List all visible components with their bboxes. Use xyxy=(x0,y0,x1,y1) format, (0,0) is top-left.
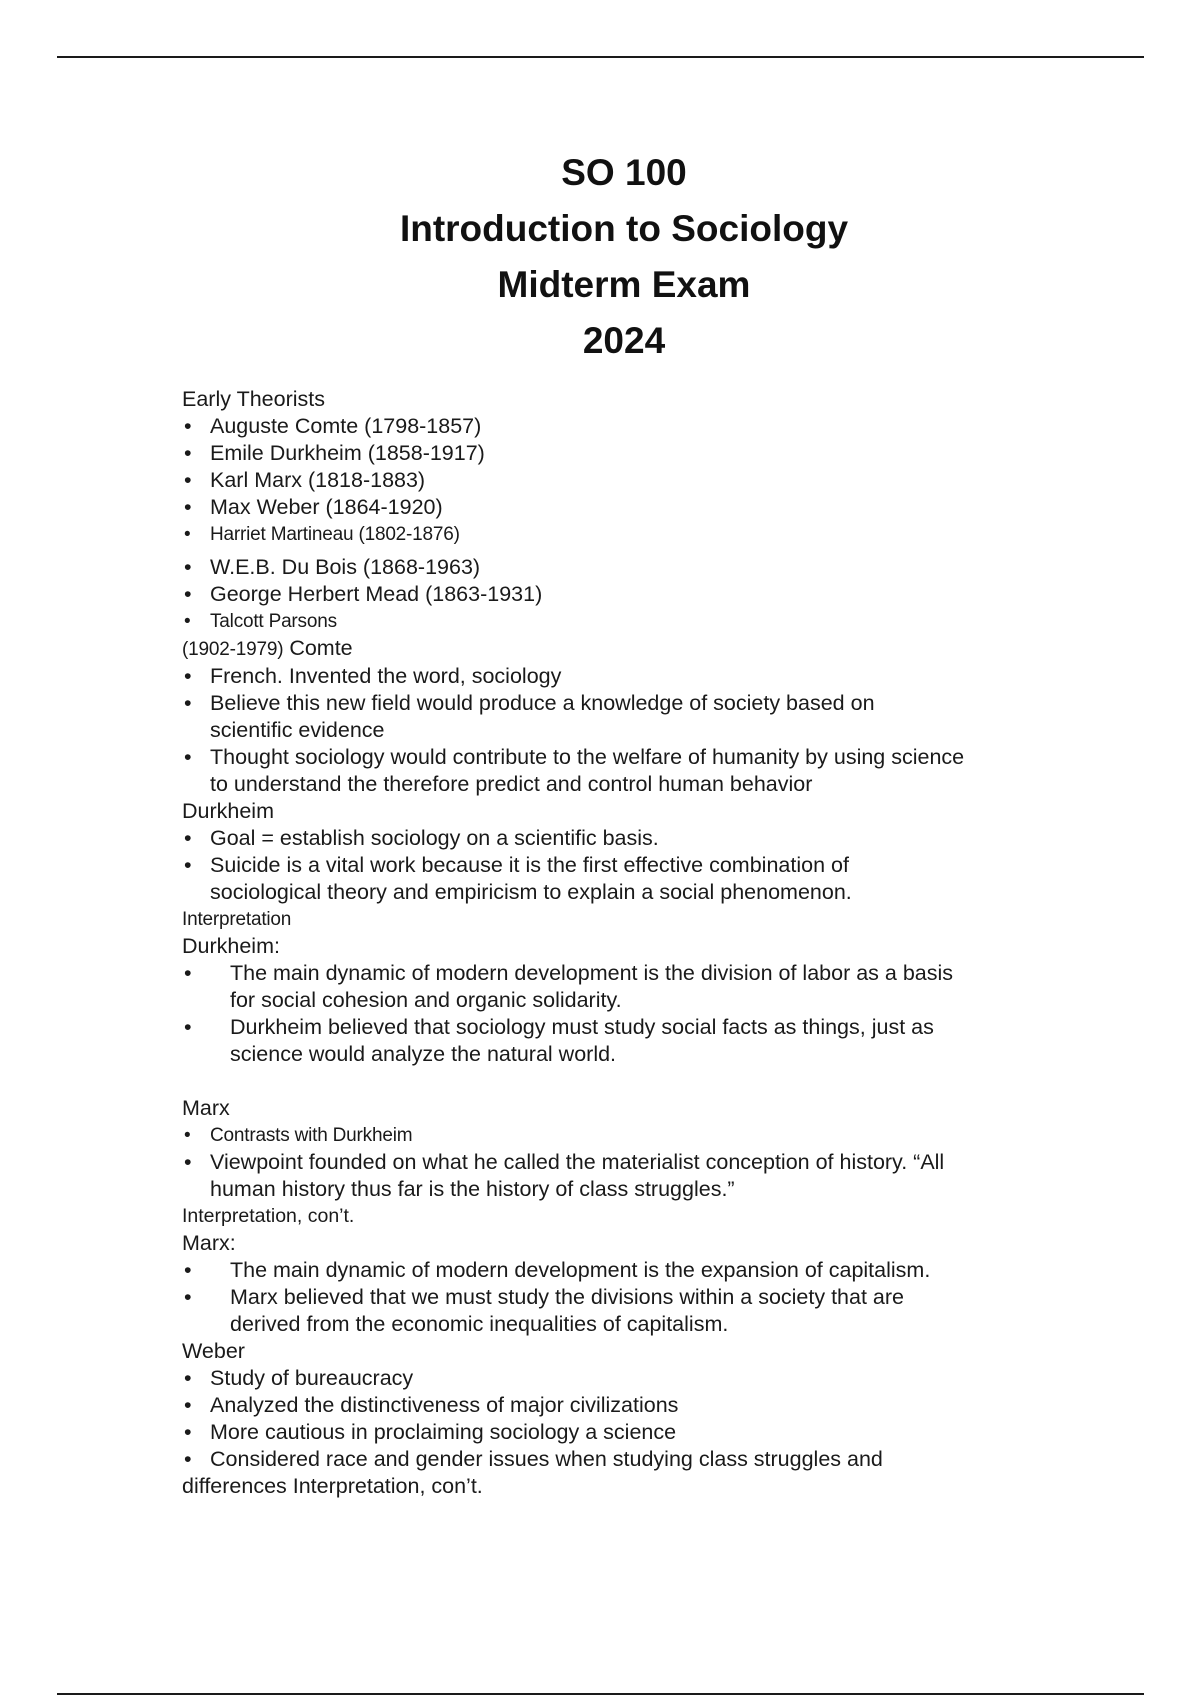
section-heading-comte: Comte xyxy=(289,636,353,660)
parsons-years: (1902-1979) xyxy=(182,639,284,660)
list-item: • The main dynamic of modern development is the expansion of capitalism. xyxy=(182,1257,1062,1284)
list-item: • Harriet Martineau (1802-1876) xyxy=(182,521,1062,548)
top-rule xyxy=(57,56,1144,58)
list-item: • Believe this new field would produce a knowledge of society based on xyxy=(182,690,1062,717)
list-item: • Karl Marx (1818-1883) xyxy=(182,467,1062,494)
subheading-durkheim: Durkheim: xyxy=(182,934,280,958)
list-item: • Durkheim believed that sociology must study social facts as things, just as xyxy=(182,1014,1062,1041)
subheading-marx: Marx: xyxy=(182,1231,236,1255)
section-heading-marx: Marx xyxy=(182,1096,230,1120)
list-item: • Study of bureaucracy xyxy=(182,1365,1062,1392)
course-code: SO 100 xyxy=(561,152,687,193)
list-item: • Viewpoint founded on what he called the materialist conception of history. “All xyxy=(182,1149,1062,1176)
list-item-continuation: science would analyze the natural world. xyxy=(230,1042,617,1066)
list-item: • Contrasts with Durkheim xyxy=(182,1122,1062,1149)
exam-title: Midterm Exam xyxy=(497,264,751,305)
section-heading-durkheim: Durkheim xyxy=(182,799,274,823)
list-item-continuation: for social cohesion and organic solidarity. xyxy=(230,988,622,1012)
list-item: • Emile Durkheim (1858-1917) xyxy=(182,440,1062,467)
section-heading-weber: Weber xyxy=(182,1339,245,1363)
bottom-rule xyxy=(57,1693,1144,1695)
list-item: • Suicide is a vital work because it is the first effective combination of xyxy=(182,852,1062,879)
list-item-continuation: differences Interpretation, con’t. xyxy=(182,1474,483,1498)
list-item: • Auguste Comte (1798-1857) xyxy=(182,413,1062,440)
list-item-continuation: derived from the economic inequalities of capitalism. xyxy=(230,1312,729,1336)
section-heading-interpretation: Interpretation xyxy=(182,909,292,930)
list-item-continuation: human history thus far is the history of class struggles.” xyxy=(210,1177,735,1201)
exam-year: 2024 xyxy=(582,320,666,361)
list-item: • Max Weber (1864-1920) xyxy=(182,494,1062,521)
list-item: • Goal = establish sociology on a scientific basis. xyxy=(182,825,1062,852)
list-item: • Marx believed that we must study the divisions within a society that are xyxy=(182,1284,1062,1311)
list-item: • Talcott Parsons xyxy=(182,608,1062,635)
section-heading-early-theorists: Early Theorists xyxy=(182,387,325,411)
list-item-continuation: scientific evidence xyxy=(210,718,385,742)
list-item: • George Herbert Mead (1863-1931) xyxy=(182,581,1062,608)
theorist-years-and-heading xyxy=(182,635,1062,663)
list-item: • The main dynamic of modern development is the division of labor as a basis xyxy=(182,960,1062,987)
list-item: • French. Invented the word, sociology xyxy=(182,663,1062,690)
title-block xyxy=(0,145,1200,369)
section-heading-interpretation-cont: Interpretation, con’t. xyxy=(182,1205,355,1227)
list-item: • Analyzed the distinctiveness of major civilizations xyxy=(182,1392,1062,1419)
list-item: • Considered race and gender issues when studying class struggles and xyxy=(182,1446,1062,1473)
list-item: • Thought sociology would contribute to the welfare of humanity by using science xyxy=(182,744,1062,771)
list-item-continuation: to understand the therefore predict and control human behavior xyxy=(210,772,813,796)
list-item: • More cautious in proclaiming sociology a science xyxy=(182,1419,1062,1446)
document-body xyxy=(182,386,1062,1500)
list-item: • W.E.B. Du Bois (1868-1963) xyxy=(182,554,1062,581)
course-title: Introduction to Sociology xyxy=(399,208,849,249)
spacer xyxy=(182,1068,1062,1095)
list-item-continuation: sociological theory and empiricism to explain a social phenomenon. xyxy=(210,880,852,904)
